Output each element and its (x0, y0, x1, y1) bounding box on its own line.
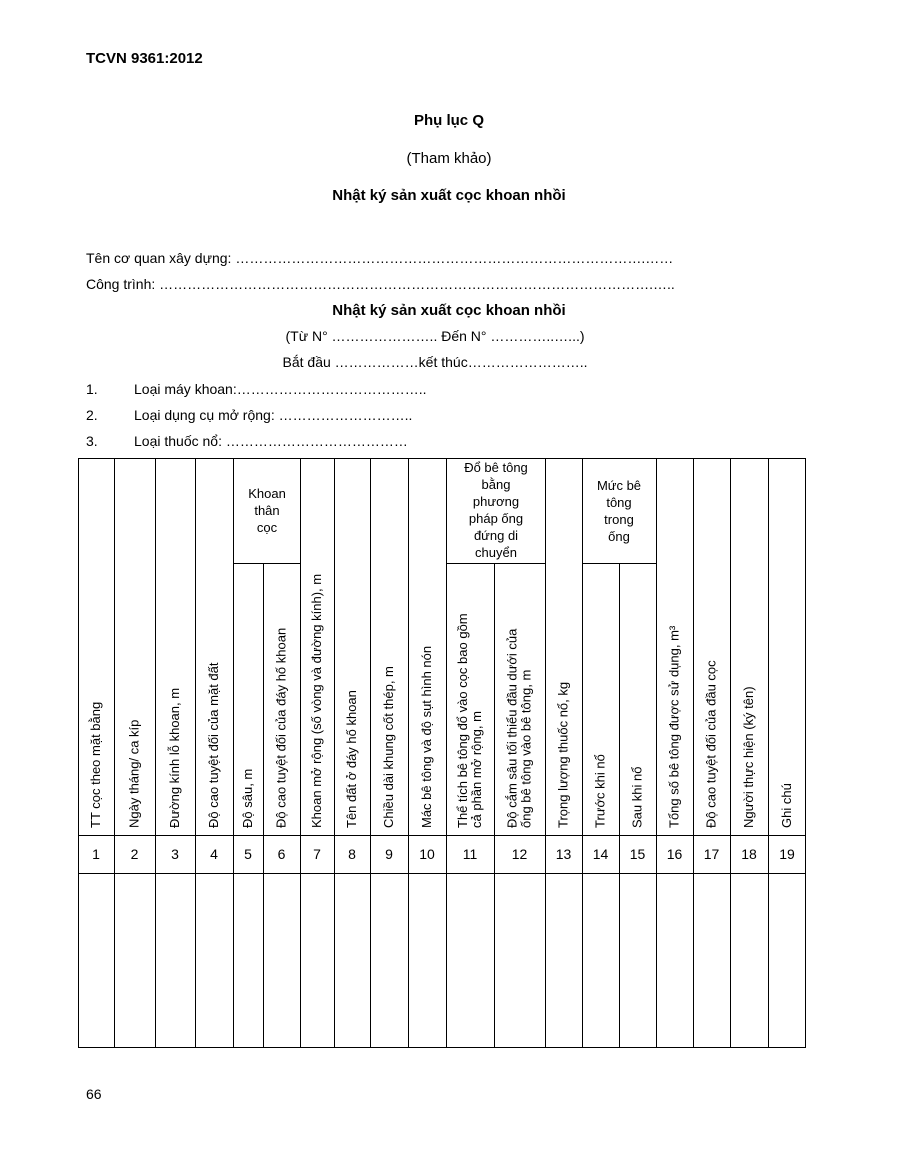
item-explosive-type[interactable]: Loại thuốc nổ: ………………………………… (134, 433, 408, 449)
appendix-reference: (Tham khảo) (406, 150, 492, 167)
column-header-2: Ngày tháng/ ca kíp (126, 719, 142, 828)
column-header-18: Người thực hiện (ký tên) (741, 686, 756, 828)
column-header-11-line-1: Thể tích bê tông đổ vào cọc bao gồm (455, 613, 470, 828)
column-number-3: 3 (171, 846, 179, 862)
column-header-14: Trước khi nổ (592, 754, 608, 828)
agency-label: Tên cơ quan xây dựng: (86, 250, 232, 266)
column-header-12-line-2: ống bê tông vào bê tông, m (518, 669, 534, 828)
column-header-6: Độ cao tuyệt đối của đáy hố khoan (273, 627, 289, 828)
column-number-18: 18 (741, 846, 757, 862)
item-expansion-tool[interactable]: Loại dụng cụ mở rộng: ……………………….. (134, 407, 413, 423)
group-header-do-be-tong-line-4: pháp ống (468, 511, 524, 526)
column-header-15: Sau khi nổ (629, 766, 645, 828)
column-header-9: Chiều dài khung cốt thép, m (381, 666, 396, 828)
column-number-16: 16 (666, 846, 683, 862)
column-header-1: TT cọc theo mặt bằng (88, 701, 103, 828)
column-header-13: Trọng lượng thuốc nổ, kg (555, 681, 571, 828)
group-header-do-be-tong-line-1: Đổ bê tông (464, 460, 528, 475)
project-label: Công trình: (86, 276, 156, 292)
agency-field[interactable]: …………………………………………………………………………….…… (235, 250, 674, 266)
group-header-khoan-than-coc-line-1: Khoan (248, 486, 286, 501)
column-number-9: 9 (385, 846, 393, 862)
column-header-4: Độ cao tuyệt đối của mặt đất (206, 662, 221, 828)
page-number: 66 (86, 1086, 102, 1102)
appendix-heading: Nhật ký sản xuất cọc khoan nhồi (332, 187, 566, 204)
column-number-row (92, 846, 795, 862)
group-header-do-be-tong-line-6: chuyển (475, 545, 517, 560)
table-grid (78, 458, 806, 1048)
group-header-do-be-tong-line-3: phương (472, 494, 520, 509)
column-number-8: 8 (348, 846, 356, 862)
column-number-4: 4 (210, 846, 218, 862)
column-number-7: 7 (313, 846, 321, 862)
group-header-muc-be-tong-line-4: ống (608, 529, 630, 544)
column-header-5: Độ sâu, m (240, 768, 255, 828)
column-number-6: 6 (277, 846, 286, 862)
column-number-15: 15 (629, 846, 646, 862)
group-header-khoan-than-coc-line-3: cọc (256, 520, 278, 535)
group-header-muc-be-tong-line-2: tông (606, 495, 632, 510)
group-header-do-be-tong-line-2: bằng (481, 477, 511, 492)
column-header-12-line-1: Độ cắm sâu tối thiểu đầu dưới của (504, 628, 520, 828)
item-number-2: 2. (86, 407, 98, 423)
column-header-16: Tổng số bê tông được sử dụng, m³ (666, 625, 682, 828)
project-field[interactable]: …………………………………………………………………………………………….….. (159, 276, 675, 292)
column-header-3: Đường kính lỗ khoan, m (167, 687, 182, 828)
column-header-7: Khoan mở rộng (số vòng và đường kính), m (309, 573, 324, 828)
column-header-11-line-2: cả phần mở rộng, m (469, 711, 484, 828)
column-header-10: Mác bê tông và độ sụt hình nón (419, 645, 434, 828)
column-number-2: 2 (130, 846, 139, 862)
column-header-17: Độ cao tuyệt đối của đầu cọc (703, 660, 719, 828)
group-header-muc-be-tong-line-3: trong (604, 512, 634, 527)
table-border (79, 459, 806, 1048)
appendix-title: Phụ lục Q (413, 112, 484, 129)
item-drill-machine[interactable]: Loại máy khoan:………………………………….. (134, 381, 427, 397)
column-header-19: Ghi chú (779, 783, 794, 828)
group-header-do-be-tong-line-5: đứng di (473, 528, 519, 543)
column-number-13: 13 (555, 846, 572, 862)
column-number-11: 11 (462, 846, 478, 862)
column-number-12: 12 (511, 846, 528, 862)
item-number-3: 3. (86, 433, 98, 449)
column-headers (88, 574, 794, 828)
column-number-19: 19 (779, 846, 795, 862)
column-number-1: 1 (92, 846, 100, 862)
form-subtitle: Nhật ký sản xuất cọc khoan nhồi (332, 302, 566, 319)
start-end-line[interactable]: Bắt đầu ………………kết thúc…………………….. (282, 354, 588, 370)
item-number-1: 1. (86, 381, 98, 397)
column-header-8: Tên đất ở đáy hố khoan (344, 690, 359, 828)
standard-code: TCVN 9361:2012 (86, 50, 203, 67)
column-number-17: 17 (703, 846, 720, 862)
column-number-10: 10 (419, 846, 435, 862)
column-number-14: 14 (592, 846, 609, 862)
column-number-5: 5 (244, 846, 252, 862)
range-line[interactable]: (Từ N° ………………….. Đến N° …………..…...) (285, 328, 585, 344)
group-header-muc-be-tong-line-1: Mức bê (596, 478, 642, 493)
group-header-khoan-than-coc-line-2: thân (254, 503, 280, 518)
